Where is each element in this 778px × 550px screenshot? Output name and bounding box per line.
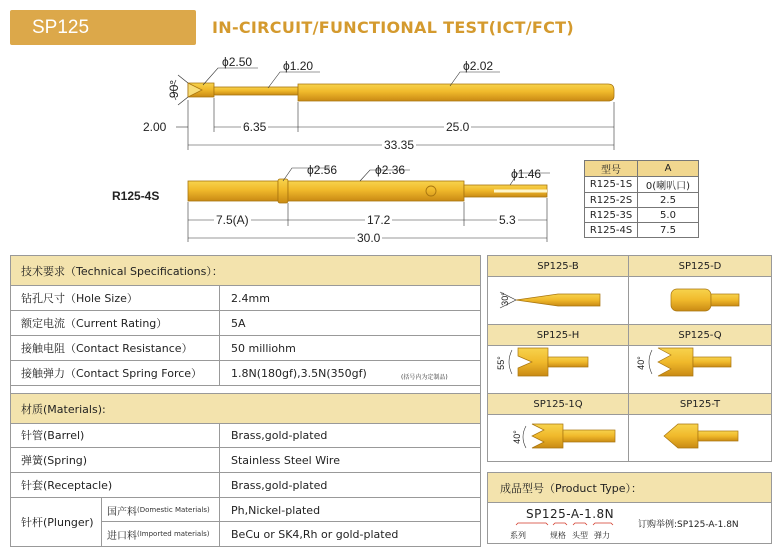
table-row (11, 473, 480, 498)
tip-name: SP125-T (629, 394, 771, 415)
body-diameter-label: ϕ2.02 (463, 59, 494, 73)
section-heading: 材质(Materials): (21, 402, 106, 416)
spec-table (10, 255, 481, 547)
ring-diameter-label: ϕ2.56 (307, 163, 338, 177)
material-value: BeCu or SK4,Rh or gold-plated (231, 527, 399, 541)
product-code-brackets (488, 473, 771, 543)
table-cell: 7.5 (638, 223, 699, 238)
spec-value: 5A (231, 316, 246, 330)
imported-label (107, 522, 210, 546)
mid-length-label: 17.2 (367, 213, 391, 227)
code-part-label: 系列 (510, 531, 526, 540)
tip-name: SP125-D (629, 256, 771, 277)
receptacle-label: R125-4S (112, 189, 160, 203)
table-row (11, 336, 480, 361)
table-row (585, 223, 699, 238)
tip-name: SP125-B (488, 256, 628, 277)
spec-value: 50 milliohm (231, 341, 296, 355)
tip-angle-label: 90° (167, 79, 182, 99)
table-row (11, 286, 480, 311)
receptacle-body (188, 179, 547, 203)
imported-sub: (Imported materials) (137, 530, 210, 538)
product-code: SP125-A-1.8N (526, 507, 615, 521)
table-cell: 2.5 (638, 193, 699, 208)
probe-body (188, 83, 614, 101)
tail-diameter-label: ϕ1.46 (511, 167, 542, 181)
tail-length-label: 5.3 (499, 213, 516, 227)
tip-drawings (488, 256, 771, 461)
table-row (11, 311, 480, 336)
imported-label-text: 进口料 (107, 530, 137, 542)
table-row (11, 361, 480, 386)
domestic-label (107, 498, 210, 522)
tip-name: SP125-Q (629, 325, 771, 346)
table-cell: R125-1S (585, 177, 638, 193)
product-type-panel (487, 472, 772, 544)
total-length-label: 33.35 (384, 138, 415, 152)
recept-total-length-label: 30.0 (357, 231, 381, 245)
domestic-sub: (Domestic Materials) (137, 506, 210, 514)
neck-length-label: 6.35 (243, 120, 267, 134)
spec-label: 接触弹力（Contact Spring Force） (21, 367, 203, 380)
tip-1q-drawing (523, 424, 615, 448)
table-cell: R125-2S (585, 193, 638, 208)
table-cell: R125-3S (585, 208, 638, 223)
spec-value: 2.4mm (231, 291, 270, 305)
spec-label: 额定电流（Current Rating） (21, 317, 168, 330)
materials-header (11, 393, 480, 424)
table-row (11, 448, 480, 473)
code-part-label: 弹力 (594, 531, 610, 540)
spec-note: (括号内为定制品) (401, 373, 448, 381)
spec-label: 接触电阻（Contact Resistance） (21, 342, 193, 355)
material-label: 针套(Receptacle) (21, 479, 113, 492)
table-header: 型号 (585, 161, 638, 177)
tip-q-drawing (649, 348, 731, 376)
tip-h-drawing (509, 348, 588, 376)
table-cell: 0(喇叭口) (638, 177, 699, 193)
tip-angle-label: 40° (511, 430, 522, 444)
recept-body-diameter-label: ϕ2.36 (375, 163, 406, 177)
code-part-label: 规格 (550, 531, 566, 540)
tip-d-drawing (671, 289, 739, 311)
material-label: 弹簧(Spring) (21, 454, 88, 467)
tip-name: SP125-1Q (488, 394, 628, 415)
material-value: Stainless Steel Wire (231, 453, 340, 467)
plunger-row (11, 498, 480, 546)
table-row (585, 177, 699, 193)
code-part-label: 头型 (572, 531, 588, 540)
page-title: IN-CIRCUIT/FUNCTIONAL TEST(ICT/FCT) (212, 18, 574, 37)
tip-angle-label: 30° (499, 292, 510, 306)
tech-spec-header (11, 256, 480, 286)
material-value: Ph,Nickel-plated (231, 503, 321, 517)
material-value: Brass,gold-plated (231, 478, 328, 492)
section-heading: 成品型号（Product Type）： (488, 473, 771, 503)
tip-angle-label: 40° (635, 356, 646, 370)
tip-angle-label: 55° (495, 356, 506, 370)
tip-length-label: 2.00 (143, 120, 167, 134)
tip-name: SP125-H (488, 325, 628, 346)
table-cell: 5.0 (638, 208, 699, 223)
table-row (11, 423, 480, 448)
model-badge-text: SP125 (32, 17, 90, 38)
tip-diameter-label: ϕ2.50 (222, 55, 253, 69)
length-a-label: 7.5(A) (216, 213, 249, 227)
tip-t-drawing (664, 424, 738, 448)
neck-diameter-label: ϕ1.20 (283, 59, 314, 73)
body-length-label: 25.0 (446, 120, 470, 134)
material-label: 针杆(Plunger) (21, 516, 94, 529)
domestic-label-text: 国产料 (107, 506, 137, 518)
spec-label: 钻孔尺寸（Hole Size） (21, 292, 138, 305)
spec-value: 1.8N(180gf),3.5N(350gf) (231, 366, 367, 380)
table-row (585, 208, 699, 223)
section-heading: 技术要求（Technical Specifications）： (21, 264, 223, 278)
material-value: Brass,gold-plated (231, 428, 328, 442)
tip-b-drawing (500, 292, 600, 308)
material-label: 针管(Barrel) (21, 429, 85, 442)
receptacle-model-table (584, 160, 699, 238)
table-row (585, 193, 699, 208)
table-header: A (638, 161, 699, 177)
order-example: 订购举例:SP125-A-1.8N (638, 520, 739, 530)
tip-styles-panel (487, 255, 772, 462)
table-cell: R125-4S (585, 223, 638, 238)
